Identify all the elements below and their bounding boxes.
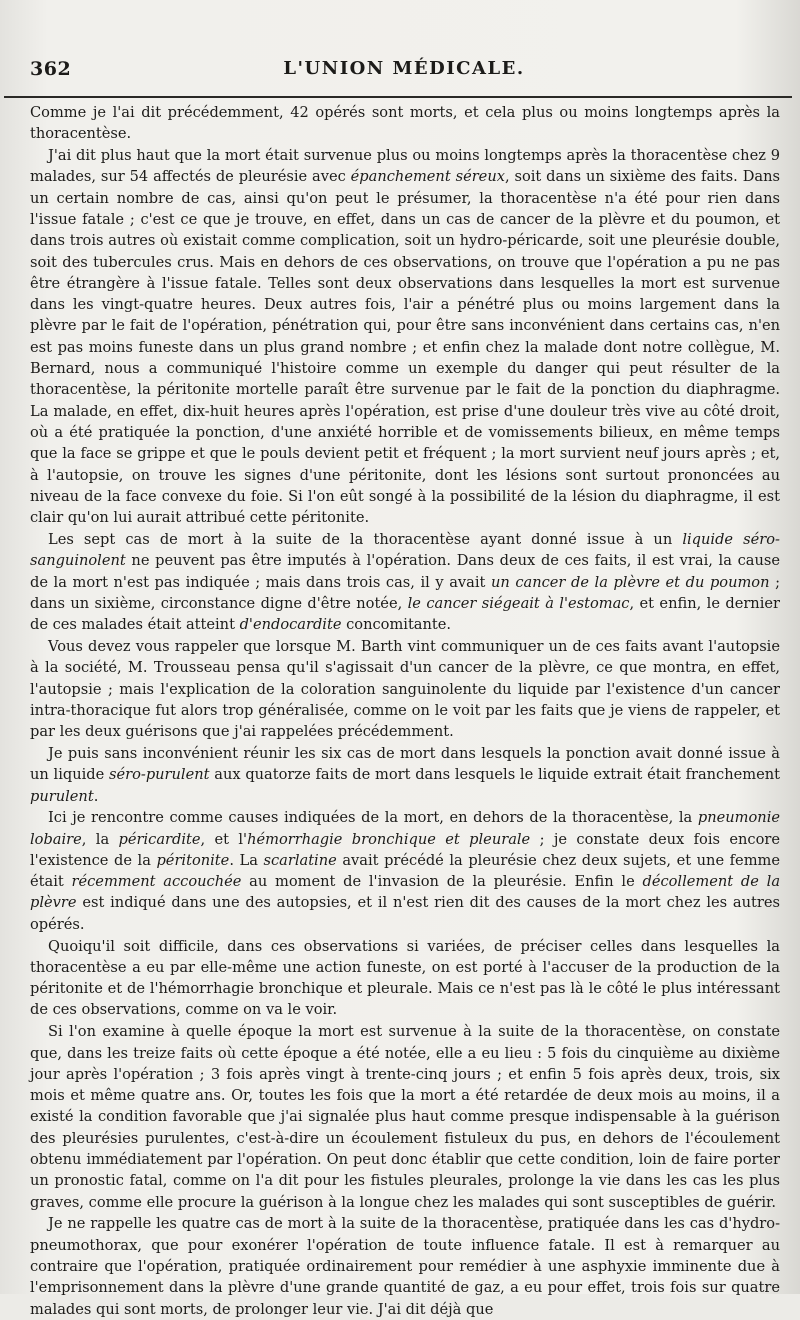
text-run: Ici je rencontre comme causes indiquées de la mort, en dehors de la thoracentèse, la	[48, 809, 698, 827]
paragraph	[30, 145, 780, 528]
italic-phrase: purulent	[30, 787, 94, 805]
italic-phrase: récemment accouchée	[71, 873, 242, 891]
text-run: Comme je l'ai dit précédemment, 42 opérés sont morts, et cela plus ou moins longtemps après la thoracentèse.	[30, 104, 780, 143]
text-run: ; dans un sixième, circonstance digne d'être notée,	[30, 573, 780, 612]
italic-phrase: séro-purulent	[109, 766, 210, 784]
paragraph	[30, 636, 780, 742]
running-title: L'UNION MÉDICALE.	[283, 58, 525, 79]
paragraph	[30, 1213, 780, 1319]
text-run: ; je constate deux fois encore l'existence de la	[30, 830, 780, 869]
text-run: Je ne rappelle les quatre cas de mort à la suite de la thoracentèse, pratiquée dans les cas d'hydro-pneumothorax, que pour exonérer l'opération de toute influence fatale. Il est à remarquer au contraire que l'opération, pratiquée ordinairement pour remédier à une asphyxie imminente due à l'emprisonnement dans la plèvre d'une grande quantité de gaz, a eu pour effet, trois fois sur quatre malades qui sont morts, de prolonger leur vie. J'ai dit déjà que	[30, 1215, 780, 1318]
text-run: .	[93, 787, 99, 805]
italic-phrase: hémorrhagie bronchique et pleurale	[247, 830, 531, 848]
italic-phrase: péricardite	[118, 830, 201, 848]
text-run: Quoiqu'il soit difficile, dans ces observations si variées, de préciser celles dans lesquelles la thoracentèse a eu par elle-même une action funeste, on est porté à l'accuser de la production de la péritonite et de l'hémorrhagie bronchique et pleurale. Mais ce n'est pas là le côté le plus intéressant de ces observations, comme on va le voir.	[30, 937, 780, 1019]
page-header	[26, 0, 782, 80]
text-run: ne peuvent pas être imputés à l'opération. Dans deux de ces faits, il est vrai, la cause de la mort n'est pas indiquée ; mais dans trois cas, il y avait	[30, 552, 780, 591]
italic-phrase: péritonite	[156, 851, 230, 869]
text-run: Je puis sans inconvénient réunir les six cas de mort dans lesquels la ponction avait donné issue à un liquide	[30, 744, 780, 784]
page-number: 362	[30, 58, 72, 80]
italic-phrase: pneumonie lobaire	[30, 809, 780, 848]
paragraph	[30, 743, 780, 807]
text-run: , soit dans un sixième des faits. Dans un certain nombre de cas, ainsi qu'on peut le présumer, la thoracentèse n'a été pour rien dans l'issue fatale ; c'est ce que je trouve, en effet, dans un cas de cancer de la plèvre et du poumon, et dans trois autres où existait comme complication, soit un hydro-péricarde, soit une pleurésie double, soit des tubercules crus. Mais en dehors de ces observations, on trouve que l'opération a pu ne pas être étrangère à l'issue fatale. Telles sont deux observations dans lesquelles la mort est survenue dans les vingt-quatre heures. Deux autres fois, l'air a pénétré plus ou moins largement dans la plèvre par le fait de l'opération, pénétration qui, pour être sans inconvénient dans certains cas, n'en est pas moins funeste dans un plus grand nombre ; et enfin chez la malade dont notre collègue, M. Bernard, nous a communiqué l'histoire comme un exemple du danger qui peut résulter de la thoracentèse, la péritonite mortelle paraît être survenue par le fait de la ponction du diaphragme. La malade, en effet, dix-huit heures après l'opération, est prise d'une douleur très vive au côté droit, où a été pratiquée la ponction, d'une anxiété horrible et de vomissements bilieux, en même temps que la face se grippe et que le pouls devient petit et fréquent ; la mort survient neuf jours après ; et, à l'autopsie, on trouve les signes d'une péritonite, dont les lésions sont surtout prononcées au niveau de la face convexe du foie. Si l'on eût songé à la possibilité de la lésion du diaphragme, il est clair qu'on lui aurait attribué cette péritonite.	[30, 168, 780, 527]
italic-phrase: décollement de la plèvre	[30, 873, 781, 912]
body-text	[30, 102, 780, 1320]
paragraph	[30, 529, 780, 635]
text-run: Si l'on examine à quelle époque la mort est survenue à la suite de la thoracentèse, on constate que, dans les treize faits où cette époque a été notée, elle a eu lieu : 5 fois du cinquième au dixième jour après l'opération ; 3 fois après vingt à trente-cinq jours ; et enfin 5 fois après deux, trois, six mois et même quatre ans. Or, toutes les fois que la mort a été retardée de deux mois au moins, il a existé la condition favorable que j'ai signalée plus haut comme presque indispensable à la guérison des pleurésies purulentes, c'est-à-dire un écoulement fistuleux du pus, en dehors de l'écoulement obtenu immédiatement par l'opération. On peut donc établir que cette condition, loin de faire porter un pronostic fatal, comme on l'a dit pour les fistules pleurales, prolonge la vie dans les cas les plus graves, comme elle procure la guérison à la longue chez les malades qui sont susceptibles de guérir.	[30, 1023, 780, 1211]
text-run: J'ai dit plus haut que la mort était survenue plus ou moins longtemps après la thoracentèse chez 9 malades, sur 54 affectés de pleurésie avec	[30, 147, 780, 186]
italic-phrase: le cancer siégeait à l'estomac	[407, 594, 630, 612]
text-run: , et enfin, le dernier de ces malades était atteint	[30, 594, 780, 634]
italic-phrase: scarlatine	[263, 851, 337, 869]
header-rule	[4, 96, 792, 98]
paragraph	[30, 936, 780, 1021]
text-run: Vous devez vous rappeler que lorsque M. Barth vint communiquer un de ces faits avant l'autopsie à la société, M. Trousseau pensa qu'il s'agissait d'un cancer de la plèvre, ce que montra, en effet, l'autopsie ; mais l'explication de la coloration sanguinolente du liquide par l'existence d'un cancer intra-thoracique fut alors trop généralisée, comme on le voit par les faits que je viens de rappeler, et par les deux guérisons que j'ai rappelées précédemment.	[30, 637, 780, 741]
text-run: , la	[81, 830, 119, 848]
text-run: Les sept cas de mort à la suite de la thoracentèse ayant donné issue à un	[48, 530, 683, 548]
text-run: concomitante.	[341, 616, 452, 634]
text-run: , et l'	[200, 830, 248, 848]
text-run: est indiqué dans une des autopsies, et il n'est rien dit des causes de la mort chez les autres opérés.	[30, 894, 780, 933]
text-run: . La	[229, 851, 264, 869]
italic-phrase: liquide séro-sanguinolent	[30, 530, 780, 570]
italic-phrase: épanchement séreux	[350, 168, 505, 186]
italic-phrase: un cancer de la plèvre et du poumon	[490, 573, 770, 591]
paragraph	[30, 807, 780, 935]
text-run: avait précédé la pleurésie chez deux sujets, et une femme était	[30, 851, 781, 891]
paragraph	[30, 1021, 780, 1213]
italic-phrase: d'endocardite	[239, 616, 342, 634]
paragraph	[30, 102, 780, 145]
text-run: aux quatorze faits de mort dans lesquels le liquide extrait était franchement	[209, 766, 780, 784]
text-run: au moment de l'invasion de la pleurésie. Enfin le	[241, 873, 643, 891]
